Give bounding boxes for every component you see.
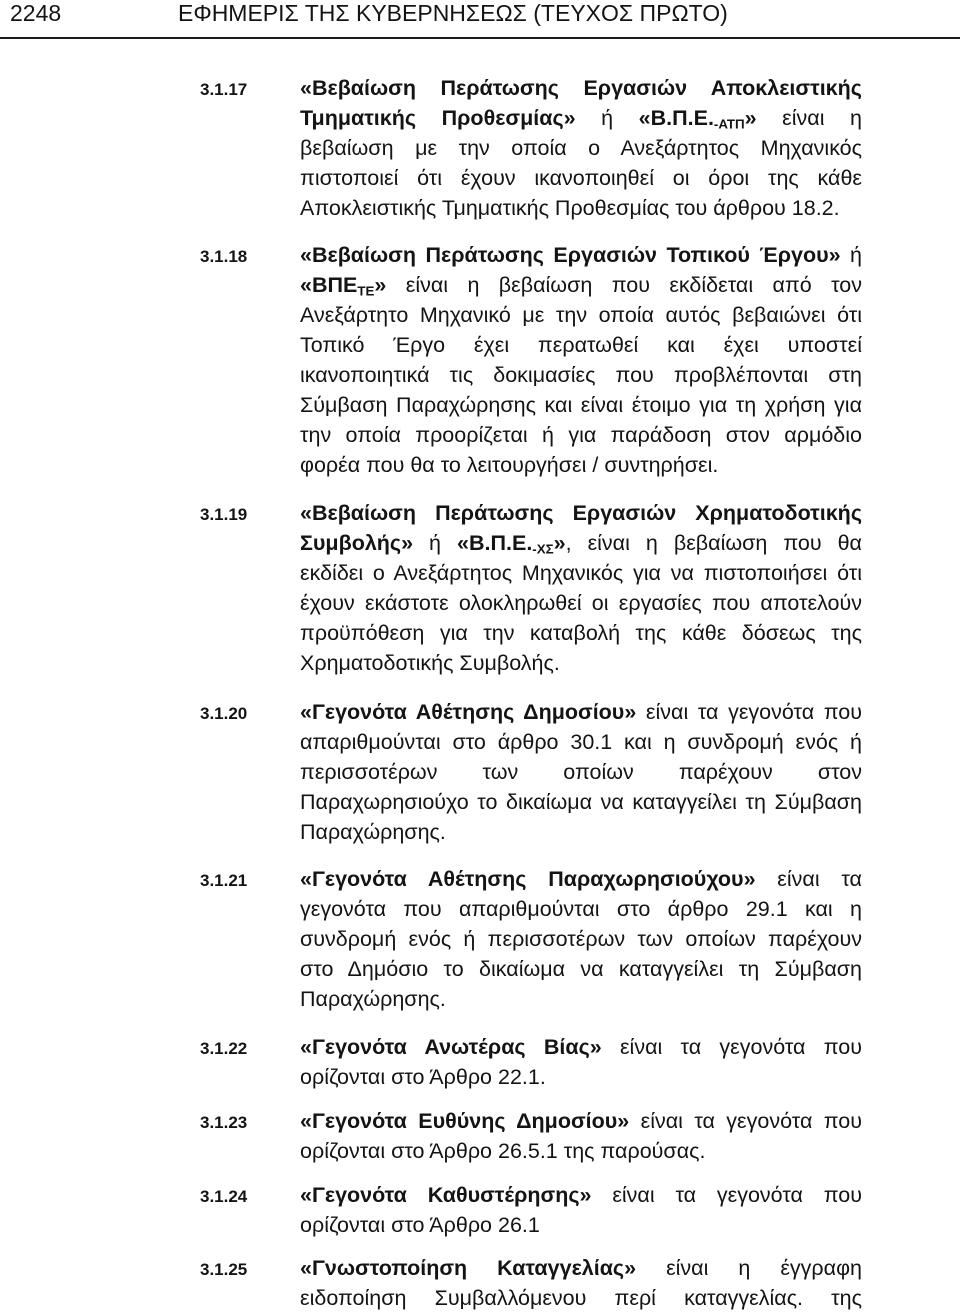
text-line xyxy=(300,133,862,163)
text-line xyxy=(300,697,862,727)
text-run: προϋπόθεση για την καταβολή της κάθε δόσεως της xyxy=(300,621,862,645)
text-line xyxy=(300,270,862,300)
text-run: Χρηματοδοτικής Συμβολής. xyxy=(300,651,560,675)
text-run: Τοπικό Έργο έχει περατωθεί και έχει υποστεί xyxy=(300,333,862,357)
clause-text xyxy=(300,1106,862,1166)
text-line xyxy=(300,1032,862,1062)
text-run: ικανοποιητικά τις δοκιμασίες που προβλέπονται στη xyxy=(300,363,862,387)
text-line xyxy=(300,163,862,193)
defined-term: » xyxy=(744,106,757,130)
clause-text xyxy=(300,498,862,678)
text-run: γεγονότα που απαριθμούνται στο άρθρο 29.1 και η xyxy=(300,897,862,921)
defined-term: Συμβολής» xyxy=(300,531,414,555)
text-line xyxy=(300,648,862,678)
text-run: Ανεξάρτητο Μηχανικό με την οποία αυτός βεβαιώνει ότι xyxy=(300,303,862,327)
text-line xyxy=(300,864,862,894)
text-run: εκδίδει ο Ανεξάρτητος Μηχανικός για να πιστοποιήσει ότι xyxy=(300,561,862,585)
definition-clause xyxy=(200,1032,862,1092)
defined-term: «Γεγονότα Αθέτησης Δημοσίου» xyxy=(300,700,637,724)
text-run: ειδοποίηση Συμβαλλόμενου περί καταγγελίας. της xyxy=(300,1286,862,1310)
text-line xyxy=(300,1283,862,1313)
text-line xyxy=(300,1062,862,1092)
text-run: είναι τα xyxy=(755,867,862,891)
text-run: είναι η βεβαίωση που εκδίδεται από τον xyxy=(386,273,862,297)
clause-number: 3.1.22 xyxy=(200,1039,248,1058)
subscript: -ΧΣ xyxy=(532,541,554,557)
defined-term: «ΒΠΕ xyxy=(300,273,358,297)
text-run: Παραχώρησης. xyxy=(300,820,446,844)
clause-text xyxy=(300,240,862,480)
clause-number: 3.1.21 xyxy=(200,871,248,890)
clause-text xyxy=(300,1180,862,1240)
text-line xyxy=(300,618,862,648)
text-line xyxy=(300,420,862,450)
text-run: έχουν εκάστοτε ολοκληρωθεί οι εργασίες που αποτελούν xyxy=(300,591,862,615)
defined-term: Τμηματικής Προθεσμίας» xyxy=(300,106,576,130)
clause-text xyxy=(300,1032,862,1092)
text-run: πιστοποιεί ότι έχουν ικανοποιηθεί οι όροι της κάθε xyxy=(300,166,862,190)
defined-term: «Βεβαίωση Περάτωσης Εργασιών Αποκλειστικής xyxy=(300,76,862,100)
clause-number: 3.1.25 xyxy=(200,1260,248,1279)
clause-text xyxy=(300,73,862,223)
text-run: είναι τα γεγονότα που xyxy=(629,1109,862,1133)
text-line xyxy=(300,558,862,588)
text-run: απαριθμούνται στο άρθρο 30.1 και η συνδρομή ενός ή xyxy=(300,730,862,754)
clause-text xyxy=(300,697,862,847)
text-run: συνδρομή ενός ή περισσοτέρων των οποίων παρέχουν xyxy=(300,927,862,951)
text-line xyxy=(300,1180,862,1210)
defined-term: «Βεβαίωση Περάτωσης Εργασιών Τοπικού Έργου» xyxy=(300,243,841,267)
text-line xyxy=(300,360,862,390)
text-run: είναι τα γεγονότα που xyxy=(591,1183,862,1207)
text-run: την οποία προορίζεται ή για παράδοση στον αρμόδιο xyxy=(300,423,862,447)
definition-clause xyxy=(200,1106,862,1166)
definition-clause xyxy=(200,1180,862,1240)
text-run: φορέα που θα το λειτουργήσει / συντηρήσει. xyxy=(300,453,719,477)
text-line xyxy=(300,1106,862,1136)
text-line xyxy=(300,528,862,558)
text-run: ή xyxy=(575,106,639,130)
text-line xyxy=(300,954,862,984)
text-line xyxy=(300,727,862,757)
defined-term: «Γνωστοποίηση Καταγγελίας» xyxy=(300,1256,637,1280)
text-run: είναι η έγγραφη xyxy=(636,1256,862,1280)
text-line xyxy=(300,1210,862,1240)
definitions-list xyxy=(200,73,862,1313)
text-line xyxy=(300,193,862,223)
text-run: ορίζονται στο Άρθρο 22.1. xyxy=(300,1065,546,1089)
text-run: περισσοτέρων των οποίων παρέχουν στον xyxy=(300,760,862,784)
text-line xyxy=(300,588,862,618)
defined-term: «Γεγονότα Καθυστέρησης» xyxy=(300,1183,592,1207)
text-line xyxy=(300,787,862,817)
text-run: , είναι η βεβαίωση που θα xyxy=(565,531,862,555)
defined-term: » xyxy=(374,273,387,297)
definition-clause xyxy=(200,697,862,847)
text-run: ή xyxy=(840,243,862,267)
text-line xyxy=(300,498,862,528)
text-line xyxy=(300,330,862,360)
page-number: 2248 xyxy=(10,0,62,26)
clause-number: 3.1.20 xyxy=(200,704,248,723)
defined-term: «Γεγονότα Αθέτησης Παραχωρησιούχου» xyxy=(300,867,756,891)
clause-text xyxy=(300,1253,862,1313)
text-run: Παραχώρησης. xyxy=(300,987,446,1011)
text-run: είναι τα γεγονότα που xyxy=(601,1035,862,1059)
text-run: ή xyxy=(413,531,458,555)
definition-clause xyxy=(200,498,862,678)
text-line xyxy=(300,984,862,1014)
definition-clause xyxy=(200,73,862,223)
text-run: Σύμβαση Παραχώρησης και είναι έτοιμο για τη χρήση για xyxy=(300,393,862,417)
definition-clause xyxy=(200,1253,862,1313)
defined-term: «Β.Π.Ε. xyxy=(638,106,714,130)
text-run: ορίζονται στο Άρθρο 26.5.1 της παρούσας. xyxy=(300,1139,706,1163)
text-line xyxy=(300,1253,862,1283)
text-line xyxy=(300,817,862,847)
defined-term: «Γεγονότα Ευθύνης Δημοσίου» xyxy=(300,1109,630,1133)
defined-term: «Γεγονότα Ανωτέρας Βίας» xyxy=(300,1035,602,1059)
gazette-title: ΕΦΗΜΕΡΙΣ ΤΗΣ ΚΥΒΕΡΝΗΣΕΩΣ (ΤΕΥΧΟΣ ΠΡΩΤΟ) xyxy=(178,0,728,26)
text-line xyxy=(300,757,862,787)
clause-number: 3.1.23 xyxy=(200,1113,248,1132)
definition-clause xyxy=(200,864,862,1014)
text-line xyxy=(300,390,862,420)
clause-number: 3.1.19 xyxy=(200,505,248,524)
defined-term: «Β.Π.Ε. xyxy=(457,531,533,555)
defined-term: «Βεβαίωση Περάτωσης Εργασιών Χρηματοδοτικής xyxy=(300,501,862,525)
text-line xyxy=(300,1136,862,1166)
text-line xyxy=(300,103,862,133)
text-line xyxy=(300,300,862,330)
clause-number: 3.1.17 xyxy=(200,80,248,99)
text-run: Αποκλειστικής Τμηματικής Προθεσμίας του άρθρου 18.2. xyxy=(300,196,840,220)
clause-number: 3.1.18 xyxy=(200,247,248,266)
text-run: στο Δημόσιο το δικαίωμα να καταγγείλει τη Σύμβαση xyxy=(300,957,862,981)
text-run: βεβαίωση με την οποία ο Ανεξάρτητος Μηχανικός xyxy=(300,136,862,160)
text-line xyxy=(300,894,862,924)
text-run: Παραχωρησιούχο το δικαίωμα να καταγγείλει τη Σύμβαση xyxy=(300,790,862,814)
text-run: είναι τα γεγονότα που xyxy=(636,700,862,724)
clause-text xyxy=(300,864,862,1014)
text-run: είναι η xyxy=(756,106,862,130)
text-line xyxy=(300,924,862,954)
defined-term: » xyxy=(553,531,566,555)
text-line xyxy=(300,73,862,103)
text-run: ορίζονται στο Άρθρο 26.1 xyxy=(300,1213,540,1237)
subscript: -ΑΤΠ xyxy=(713,116,745,132)
subscript: ΤΕ xyxy=(357,283,375,299)
clause-number: 3.1.24 xyxy=(200,1187,248,1206)
page-header xyxy=(0,0,960,39)
definition-clause xyxy=(200,240,862,480)
text-line xyxy=(300,240,862,270)
text-line xyxy=(300,450,862,480)
